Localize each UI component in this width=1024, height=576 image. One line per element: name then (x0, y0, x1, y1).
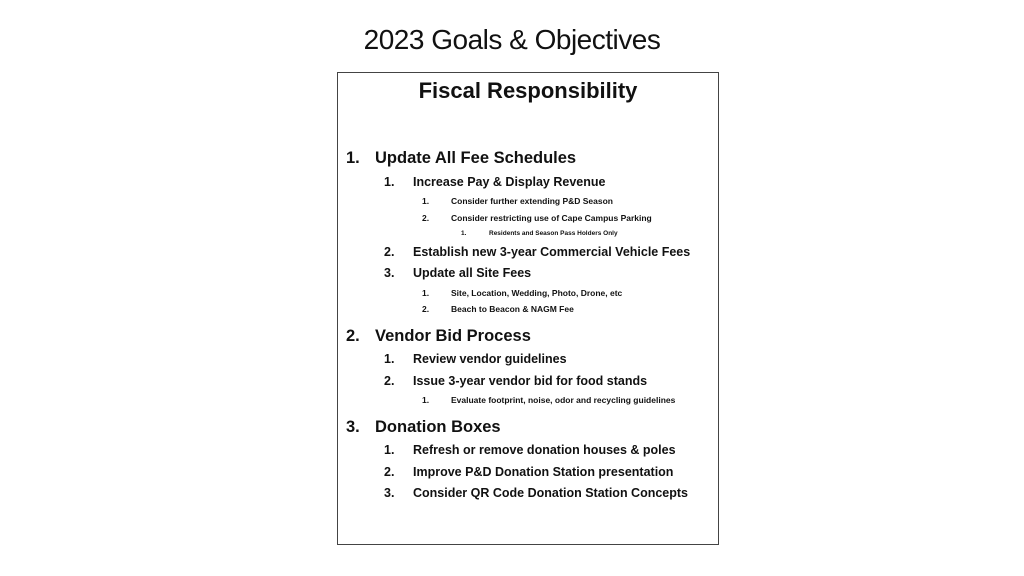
list-number: 1. (346, 149, 360, 167)
list-item-level2: Establish new 3-year Commercial Vehicle Fees (413, 245, 691, 259)
content-box (337, 72, 719, 545)
list-number: 3. (384, 266, 395, 280)
list-item-level3: Consider further extending P&D Season (451, 196, 613, 206)
list-number: 1. (461, 230, 467, 237)
list-number: 1. (384, 175, 395, 189)
list-number: 1. (422, 395, 430, 405)
list-item-level1: Donation Boxes (375, 418, 501, 436)
list-number: 2. (422, 213, 430, 223)
list-item-level2: Improve P&D Donation Station presentation (413, 465, 674, 479)
list-item-level1: Vendor Bid Process (375, 327, 531, 345)
list-number: 2. (384, 465, 395, 479)
list-number: 2. (384, 374, 395, 388)
list-item-level2: Refresh or remove donation houses & poles (413, 443, 676, 457)
list-item-level3: Evaluate footprint, noise, odor and recycling guidelines (451, 395, 676, 405)
list-item-level4: Residents and Season Pass Holders Only (489, 230, 618, 237)
list-number: 2. (384, 245, 395, 259)
list-item-level3: Consider restricting use of Cape Campus Parking (451, 213, 652, 223)
list-number: 1. (422, 196, 430, 206)
list-item-level2: Consider QR Code Donation Station Concepts (413, 486, 689, 500)
list-item-level2: Update all Site Fees (413, 266, 532, 280)
list-item-level3: Site, Location, Wedding, Photo, Drone, etc (451, 288, 623, 298)
list-item-level3: Beach to Beacon & NAGM Fee (451, 304, 574, 314)
list-number: 3. (384, 486, 395, 500)
list-number: 3. (346, 418, 360, 436)
list-number: 1. (384, 443, 395, 457)
slide-title: 2023 Goals & Objectives (363, 24, 661, 55)
list-item-level2: Increase Pay & Display Revenue (413, 175, 606, 189)
list-number: 2. (346, 327, 360, 345)
list-item-level1: Update All Fee Schedules (375, 149, 577, 167)
list-number: 1. (384, 352, 395, 366)
list-number: 1. (422, 288, 430, 298)
list-item-level2: Review vendor guidelines (413, 352, 567, 366)
list-number: 2. (422, 304, 430, 314)
section-heading: Fiscal Responsibility (418, 78, 638, 103)
list-item-level2: Issue 3-year vendor bid for food stands (413, 374, 648, 388)
